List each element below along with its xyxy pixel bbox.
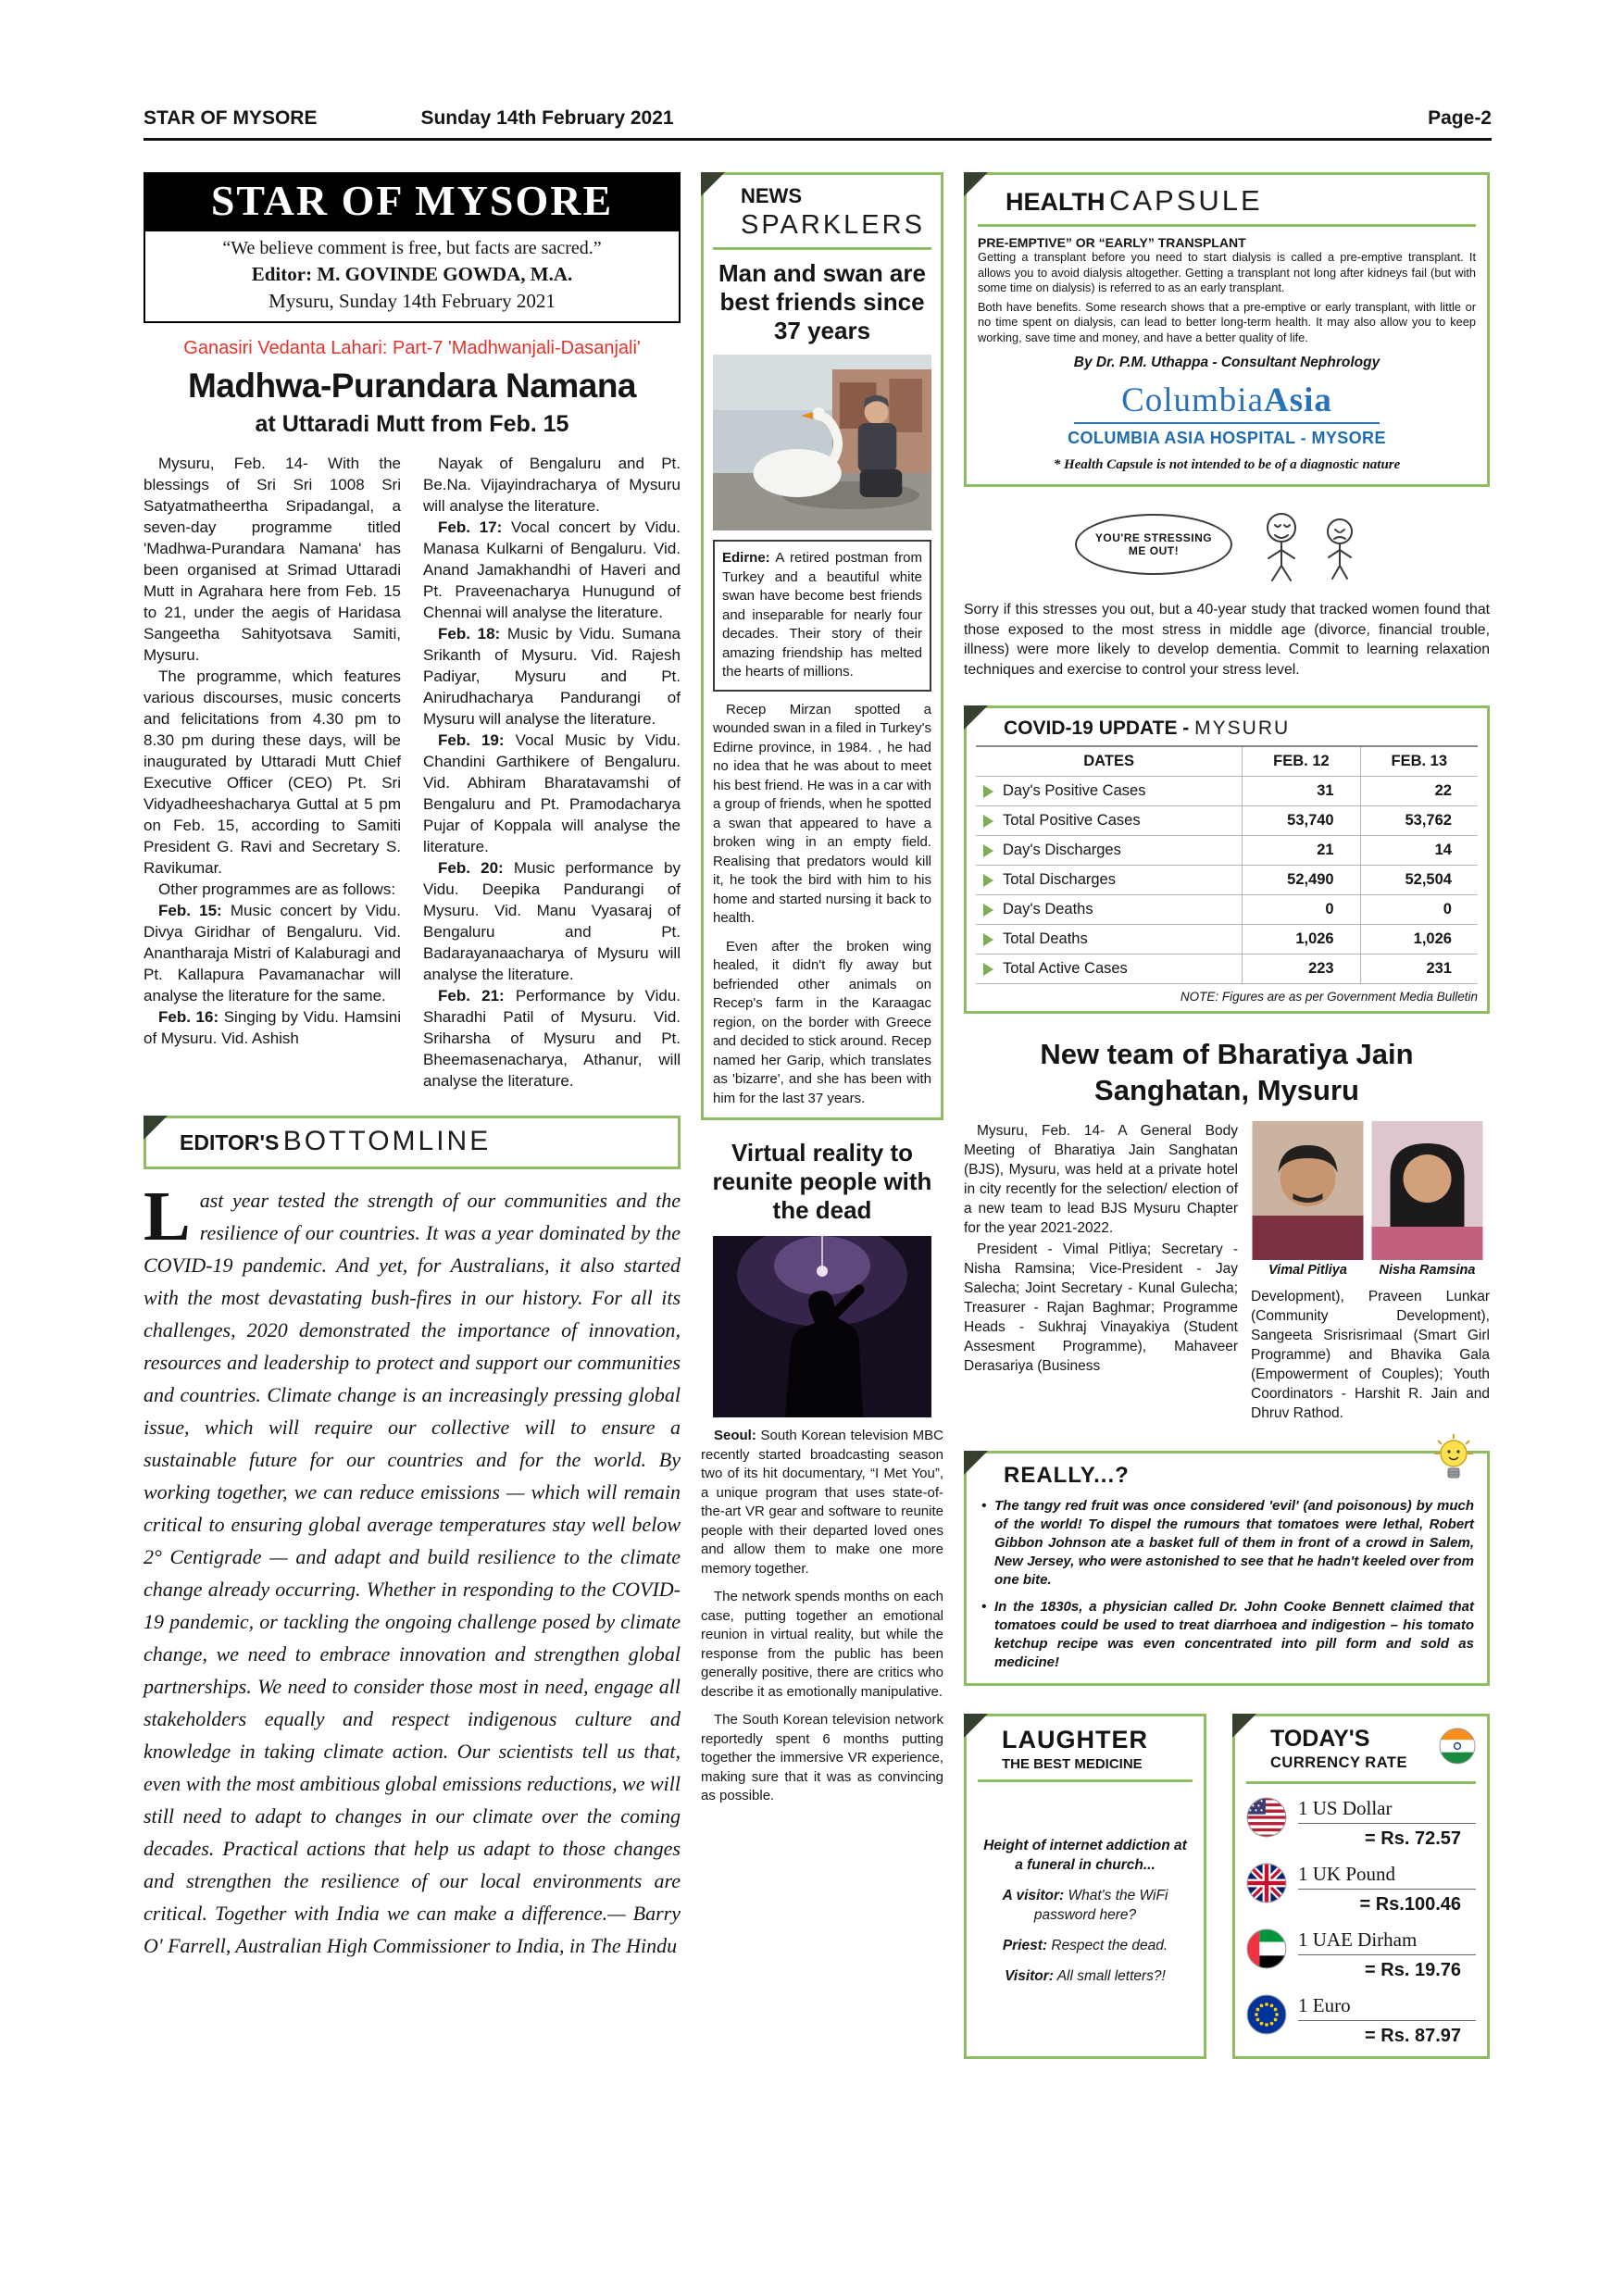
value-cell: 52,504 bbox=[1360, 866, 1478, 894]
story-paragraph bbox=[713, 938, 931, 1109]
laughter-box bbox=[964, 1714, 1206, 2059]
issue-date: Sunday 14th February 2021 bbox=[420, 107, 674, 129]
paragraph-lead: Feb. 16: bbox=[158, 1008, 219, 1026]
covid-table-row bbox=[976, 777, 1478, 806]
india-flag-icon bbox=[1439, 1728, 1476, 1765]
editorial-text: Last year tested the strength of our communities and the resilience of our countries. It was a year dominated by the COVID-19 pandemic. And yet, for Australians, it also started with the most devastating bush-fires in our history. For all its challenges, 2020 demonstrated the importance of innovation, resources and leadership to protect and support our communities and countries. Climate change is an increasingly pressing global issue, which will require our collective will to ensure a sustainable future for our countries and for the world. By working together, we can reduce emissions — which will remain critical to ensuring global average temperatures stay well below 2° Centigrade — and adapt and build resilience to the climate change already occurring. Whether in responding to the COVID-19 pandemic, or tackling the ongoing challenge posed by climate change, we need to embrace innovation and strengthen global partnerships. We need to consider those most in need, engage all stakeholders equally and respect indigenous culture and knowledge in taking climate action. Our scientists tell us that, even with the most ambitious global emissions reductions, we will still need to adapt to changes in our climate over the coming decades. Practical actions that help us adapt to those changes and strengthen the resilience of our local environments are critical. Together with India we can make a difference.— Barry O' Farrell, Australian High Commissioner to India, in The Hindu bbox=[144, 1178, 681, 1957]
paragraph-text: The network spends months on each case, putting together an emotional reunion in virtual reality, but while the response from the public has been generally positive, there are critics who describe it as emotionally manipulative. bbox=[701, 1589, 943, 1700]
article-paragraph bbox=[144, 666, 401, 879]
value-cell: 31 bbox=[1242, 777, 1359, 805]
eu-flag-icon bbox=[1246, 1994, 1287, 2035]
value-cell: 14 bbox=[1360, 836, 1478, 865]
right-column bbox=[964, 159, 1490, 2059]
article-subcolumn-2 bbox=[423, 453, 681, 1092]
paragraph-text: Music concert by Vidu. Divya Giridhar of Bengaluru. Vid. Anantharaja Mistri of Kalaburagi and Pt. Kallapura Pavamanachar will analyse the literature for the same. bbox=[144, 902, 401, 1004]
bjs-article-body bbox=[964, 1121, 1490, 1423]
value-cell: 53,762 bbox=[1360, 806, 1478, 835]
column-header: FEB. 12 bbox=[1242, 747, 1359, 776]
section-label-bold: HEALTH bbox=[1006, 188, 1106, 216]
currency-rate: = Rs.100.46 bbox=[1359, 1894, 1461, 1915]
editors-bottomline-header bbox=[144, 1116, 681, 1169]
news-sparklers-header bbox=[713, 182, 931, 250]
paragraph-lead: Feb. 15: bbox=[158, 902, 222, 919]
story-paragraph bbox=[701, 1711, 943, 1806]
health-capsule-box bbox=[964, 172, 1490, 487]
editors-bottomline-section bbox=[144, 1116, 681, 1962]
article-paragraph bbox=[423, 623, 681, 730]
paragraph-lead: Feb. 19: bbox=[438, 731, 505, 749]
paragraph-text: Vocal concert by Vidu. Manasa Kulkarni of Bengaluru. Vid. Anand Jamakhandhi of Haveri and Pt. Praveenacharya Hunugund of Chennai will analyse the literature. bbox=[423, 518, 681, 621]
laughter-header bbox=[978, 1726, 1193, 1782]
section-label-sub: CURRENCY RATE bbox=[1270, 1754, 1407, 1771]
paragraph-text: South Korean television MBC recently started broadcasting season two of its hit documentary, “I Met You”, a unique program that uses state-of-the-art VR gear and software to reunite people with their departed loved ones and allow them to make one more memory together. bbox=[701, 1428, 943, 1577]
joke-lead: A visitor: bbox=[1002, 1888, 1065, 1903]
value-cell: 53,740 bbox=[1242, 806, 1359, 835]
covid-table-row bbox=[976, 806, 1478, 836]
joke-body: What's the WiFi password here? bbox=[1033, 1888, 1168, 1923]
middle-column bbox=[701, 159, 943, 1806]
row-label-cell bbox=[976, 866, 1242, 894]
currency-rate: = Rs. 72.57 bbox=[1365, 1828, 1461, 1849]
bjs-text-column-1 bbox=[964, 1121, 1238, 1423]
value-cell: 0 bbox=[1360, 895, 1478, 924]
row-label: Day's Positive Cases bbox=[1003, 782, 1146, 799]
masthead-dateline: Mysuru, Sunday 14th February 2021 bbox=[269, 290, 556, 312]
page-running-header bbox=[144, 107, 1492, 141]
covid-update-title bbox=[976, 716, 1478, 745]
article-kicker: Ganasiri Vedanta Lahari: Part-7 'Madhwanjali-Dasanjali' bbox=[183, 338, 641, 358]
newspaper-name: STAR OF MYSORE bbox=[144, 107, 318, 129]
stress-paragraph: Sorry if this stresses you out, but a 40-year study that tracked women found that those exposed to the most stress in middle age (divorce, financial trouble, illness) were more likely to develop dementia. Commit to learning relaxation techniques and exercise to control your stress level. bbox=[964, 602, 1490, 678]
paragraph-text: The programme, which features various discourses, music concerts and felicitations from 4.30 pm to 8.30 pm during these days, will be inaugurated by Uttaradi Mutt Chief Executive Officer (CEO) Pt. Sri Vidyadheeshacharya Guttal at 5 pm on Feb. 15, according to Samiti President G. Ravi and Secretary S. Ravikumar. bbox=[144, 668, 401, 877]
row-arrow-icon bbox=[983, 874, 993, 887]
covid-table-row bbox=[976, 866, 1478, 895]
currency-rate-box bbox=[1232, 1714, 1490, 2059]
caption-text: A retired postman from Turkey and a beautiful white swan have become best friends and inseparable for nearly four decades. Their story of their amazing friendship has melted the hearts of millions. bbox=[722, 550, 922, 680]
bjs-paragraph: Development), Praveen Lunkar (Community Development), Sangeeta Srisrisrimaal (Smart Girl Programme) and Bhavika Gala (Empowerment of Couples); Youth Coordinators - Harshit R. Jain and Dhruv Rathod. bbox=[1251, 1289, 1490, 1421]
joke-text bbox=[978, 1836, 1193, 1986]
corner-fold-icon bbox=[964, 1714, 988, 1738]
covid-table-row bbox=[976, 955, 1478, 984]
really-bullet: • The tangy red fruit was once considered 'evil' (and poisonous) by much of the world! To dispel the rumours that tomatoes were lethal, Robert Gibbon Johnson ate a basket full of them in front of a crowd in Salem, New Jersey, who were astonished to see that he hadn't keeled over from one bite. bbox=[980, 1497, 1474, 1590]
logo-underline bbox=[1074, 422, 1380, 424]
cartoon-speech-bubble: YOU'RE STRESSING ME OUT! bbox=[1075, 514, 1232, 575]
section-label-bold: EDITOR'S bbox=[180, 1130, 280, 1154]
currency-rate: = Rs. 19.76 bbox=[1365, 1960, 1461, 1980]
value-cell: 22 bbox=[1360, 777, 1478, 805]
currency-item bbox=[1246, 1928, 1476, 1981]
currency-item bbox=[1246, 1994, 1476, 2047]
really-header: REALLY...? bbox=[1004, 1463, 1130, 1488]
joke-body: Respect the dead. bbox=[1047, 1938, 1168, 1953]
row-arrow-icon bbox=[983, 844, 993, 857]
paragraph-text: Even after the broken wing healed, it didn't fly away but befriended other animals on Recep's farm in the Karaagac region, on the border with Greece and decided to stick around. Recep named her Garip, which translates as 'bizarre', and she has been with him for the last 37 years. bbox=[713, 938, 931, 1106]
paragraph-lead: Feb. 20: bbox=[438, 859, 504, 877]
main-headline: Madhwa-Purandara Namana bbox=[187, 367, 637, 405]
story-paragraph bbox=[701, 1427, 943, 1578]
really-bullet: • In the 1830s, a physician called Dr. John Cooke Bennett claimed that tomatoes could be used to treat diarrhoea and indigestion – his tomato ketchup recipe was even concentrated into pill form and sold as medicine! bbox=[980, 1598, 1474, 1672]
currency-name: 1 US Dollar bbox=[1298, 1797, 1476, 1824]
section-label-bold: LAUGHTER bbox=[1002, 1726, 1148, 1753]
row-label-cell bbox=[976, 777, 1242, 805]
row-label-cell bbox=[976, 836, 1242, 865]
value-cell: 21 bbox=[1242, 836, 1359, 865]
paragraph-text: Singing by Vidu. Hamsini of Mysuru. Vid. Ashish bbox=[144, 1008, 401, 1047]
row-label: Day's Discharges bbox=[1003, 842, 1121, 858]
masthead-editor-line: Editor: M. GOVINDE GOWDA, M.A. bbox=[251, 263, 573, 285]
paragraph-lead: Feb. 17: bbox=[438, 518, 503, 536]
joke-body: Height of internet addiction at a funeral in church... bbox=[983, 1838, 1187, 1873]
vr-photo bbox=[713, 1236, 931, 1417]
covid-table-row bbox=[976, 925, 1478, 955]
swan-photo bbox=[713, 355, 931, 530]
masthead-title: STAR OF MYSORE bbox=[145, 174, 679, 231]
row-label-cell bbox=[976, 895, 1242, 924]
main-subhead: at Uttaradi Mutt from Feb. 15 bbox=[255, 411, 569, 437]
paragraph-text: Mysuru, Feb. 14- With the blessings of Sri Sri 1008 Sri Satyatmatheertha Sripadangal, a seven-day programme titled 'Madhwa-Purandara Namana' has been organised at Srimad Uttaradi Mutt in Agrahara here from Feb. 15 to 21, under the aegis of Haridasa Sangeetha Sahityotsava Samiti, Mysuru. bbox=[144, 455, 401, 664]
covid-table-row bbox=[976, 836, 1478, 866]
row-label: Day's Deaths bbox=[1003, 901, 1093, 917]
section-label-light: MYSURU bbox=[1194, 718, 1291, 739]
row-label-cell bbox=[976, 955, 1242, 983]
joke-line bbox=[978, 1966, 1193, 1986]
section-label-light: BOTTOMLINE bbox=[282, 1126, 492, 1156]
swan-story-headline: Man and swan are best friends since 37 years bbox=[718, 259, 926, 344]
section-label-bold: TODAY'S bbox=[1270, 1726, 1370, 1752]
row-arrow-icon bbox=[983, 785, 993, 798]
main-article-body bbox=[144, 453, 681, 1092]
section-label-light: SPARKLERS bbox=[741, 210, 925, 240]
bjs-paragraph: President - Vimal Pitliya; Secretary - Nisha Ramsina; Vice-President - Jay Salecha; Joint Secretary - Kunal Gulecha; Treasurer - Rajan Baghmar; Programme Heads - Sukhraj Vinayakiya (Student Assesment Programme), Mahaveer Derasariya (Business bbox=[964, 1242, 1238, 1374]
article-paragraph bbox=[423, 517, 681, 623]
joke-line bbox=[978, 1836, 1193, 1875]
row-arrow-icon bbox=[983, 963, 993, 976]
us-flag-icon bbox=[1246, 1797, 1287, 1838]
story-paragraph bbox=[701, 1588, 943, 1702]
joke-line bbox=[978, 1886, 1193, 1925]
photo-caption: Vimal Pitliya bbox=[1268, 1263, 1347, 1278]
article-subcolumn-1 bbox=[144, 453, 401, 1092]
row-label: Total Deaths bbox=[1003, 930, 1088, 947]
paragraph-text: Recep Mirzan spotted a wounded swan in a filed in Turkey's Edirne province, in 1984. , he had no idea that he was about to meet his best friend. He was in a car with a group of friends, when he spotted a swan that appeared to have a broken wing in an empty field. Realising that predators would kill it, he took the bird with him to his home and started nursing it back to health. bbox=[713, 701, 931, 926]
vimal-pitliya-photo bbox=[1251, 1121, 1365, 1260]
currency-item bbox=[1246, 1797, 1476, 1850]
logo-text-asia: Asia bbox=[1264, 381, 1332, 419]
bottom-row bbox=[964, 1714, 1490, 2059]
swan-photo-caption-box bbox=[713, 540, 931, 692]
row-label-cell bbox=[976, 925, 1242, 954]
stress-cartoon bbox=[964, 502, 1490, 587]
bjs-paragraph: Mysuru, Feb. 14- A General Body Meeting of Bharatiya Jain Sanghatan (BJS), Mysuru, was held at a private hotel in city recently for the selection/ election of a new team to lead BJS Mysuru Chapter for the year 2021-2022. bbox=[964, 1123, 1238, 1236]
vr-story-headline: Virtual reality to reunite people with the dead bbox=[712, 1139, 932, 1224]
corner-fold-icon bbox=[144, 1116, 168, 1140]
row-label: Total Active Cases bbox=[1003, 960, 1128, 977]
joke-lead: Priest: bbox=[1002, 1938, 1048, 1953]
uk-flag-icon bbox=[1246, 1863, 1287, 1903]
bjs-photo-captions bbox=[1251, 1263, 1490, 1278]
article-paragraph bbox=[423, 453, 681, 517]
health-byline: By Dr. P.M. Uthappa - Consultant Nephrology bbox=[1073, 355, 1380, 370]
paragraph-text: Music by Vidu. Sumana Srikanth of Mysuru. Vid. Rajesh Padiyar, Mysuru and Pt. Anirudhacharya Pandurangi of Mysuru will analyse the literature. bbox=[423, 625, 681, 728]
really-box bbox=[964, 1451, 1490, 1686]
paragraph-lead: Seoul: bbox=[714, 1428, 756, 1443]
bjs-text-column-2 bbox=[1251, 1121, 1490, 1423]
hospital-name-line: COLUMBIA ASIA HOSPITAL - MYSORE bbox=[1068, 429, 1386, 447]
value-cell: 231 bbox=[1360, 955, 1478, 983]
paragraph-text: Nayak of Bengaluru and Pt. Be.Na. Vijayindracharya of Mysuru will analyse the literature. bbox=[423, 455, 681, 515]
paragraph-text: Other programmes are as follows: bbox=[158, 880, 396, 898]
joke-body: All small letters?! bbox=[1053, 1968, 1166, 1984]
health-paragraph: Getting a transplant before you need to start dialysis is called a pre-emptive transplant. It allows you to avoid dialysis altogether. Getting a transplant not long after kidneys fail (but with some time on dialysis) is referred to as an early transplant. bbox=[978, 250, 1476, 294]
paragraph-text: Performance by Vidu. Sharadhi Patil of Mysuru. Vid. Sriharsha of Mysuru and Pt. Bheemasenacharya, Athanur, will analyse the literature. bbox=[423, 987, 681, 1090]
health-capsule-header bbox=[978, 182, 1476, 227]
article-paragraph bbox=[144, 900, 401, 1006]
covid-update-box bbox=[964, 705, 1490, 1014]
section-label-sub: THE BEST MEDICINE bbox=[1002, 1756, 1143, 1772]
article-paragraph bbox=[144, 453, 401, 666]
currency-rate: = Rs. 87.97 bbox=[1365, 2026, 1461, 2046]
paragraph-lead: Feb. 18: bbox=[438, 625, 501, 643]
health-topic-title: PRE-EMPTIVE” OR “EARLY” TRANSPLANT bbox=[978, 235, 1246, 250]
covid-table bbox=[976, 745, 1478, 984]
value-cell: 1,026 bbox=[1242, 925, 1359, 954]
value-cell: 1,026 bbox=[1360, 925, 1478, 954]
news-sparklers-box bbox=[701, 172, 943, 1120]
corner-fold-icon bbox=[964, 705, 988, 730]
joke-line bbox=[978, 1936, 1193, 1955]
cartoon-figures bbox=[1240, 502, 1379, 587]
value-cell: 223 bbox=[1242, 955, 1359, 983]
logo-text-columbia: Columbia bbox=[1121, 381, 1265, 419]
currency-name: 1 Euro bbox=[1298, 1994, 1476, 2021]
row-label: Total Discharges bbox=[1003, 871, 1116, 888]
currency-header bbox=[1246, 1726, 1476, 1784]
covid-table-header-row bbox=[976, 747, 1478, 777]
paragraph-text: Music performance by Vidu. Deepika Pandurangi of Mysuru. Vid. Manu Vyasaraj of Bengaluru and Pt. Badarayanaacharya of Mysuru will analyse the literature. bbox=[423, 859, 681, 983]
currency-name: 1 UAE Dirham bbox=[1298, 1928, 1476, 1955]
photo-caption: Nisha Ramsina bbox=[1379, 1263, 1476, 1278]
corner-fold-icon bbox=[964, 172, 988, 196]
value-cell: 52,490 bbox=[1242, 866, 1359, 894]
health-disclaimer: * Health Capsule is not intended to be of a diagnostic nature bbox=[1053, 457, 1401, 472]
section-label-bold: COVID-19 UPDATE - bbox=[1004, 718, 1190, 739]
health-paragraph: Both have benefits. Some research shows that a pre-emptive or early transplant, with little or no time spent on dialysis, can lead to better long-term health. It may also allow you to keep working, save time and money, and have a better quality of life. bbox=[978, 299, 1476, 344]
bjs-photos bbox=[1251, 1121, 1490, 1260]
corner-fold-icon bbox=[701, 172, 725, 196]
row-label: Total Positive Cases bbox=[1003, 812, 1141, 829]
section-label-bold: NEWS bbox=[741, 184, 802, 207]
article-paragraph bbox=[423, 985, 681, 1092]
currency-item bbox=[1246, 1863, 1476, 1915]
row-arrow-icon bbox=[983, 933, 993, 946]
article-paragraph bbox=[144, 879, 401, 900]
caption-paragraph bbox=[722, 549, 922, 682]
paragraph-lead: Feb. 21: bbox=[438, 987, 505, 1004]
article-paragraph bbox=[144, 1006, 401, 1049]
uae-flag-icon bbox=[1246, 1928, 1287, 1969]
masthead-tagline: “We believe comment is free, but facts are sacred.” bbox=[222, 238, 602, 258]
value-cell: 0 bbox=[1242, 895, 1359, 924]
article-paragraph bbox=[423, 730, 681, 857]
caption-lead: Edirne: bbox=[722, 550, 770, 566]
row-arrow-icon bbox=[983, 904, 993, 917]
currency-name: 1 UK Pound bbox=[1298, 1863, 1476, 1890]
page-number: Page-2 bbox=[1428, 107, 1492, 129]
column-header: DATES bbox=[1083, 753, 1134, 769]
columbia-asia-logo bbox=[978, 381, 1476, 424]
covid-note: NOTE: Figures are as per Government Media Bulletin bbox=[1180, 990, 1478, 1004]
nisha-ramsina-photo bbox=[1370, 1121, 1484, 1260]
section-label-light: CAPSULE bbox=[1108, 184, 1263, 217]
paragraph-text: Vocal Music by Vidu. Chandini Garthikere of Bengaluru. Vid. Abhiram Bharatavamshi of Bengaluru and Pt. Pramodacharya Pujar of Koppala will analyse the literature. bbox=[423, 731, 681, 855]
row-label-cell bbox=[976, 806, 1242, 835]
covid-table-row bbox=[976, 895, 1478, 925]
column-header: FEB. 13 bbox=[1360, 747, 1478, 776]
lightbulb-icon bbox=[1431, 1433, 1476, 1485]
article-paragraph bbox=[423, 857, 681, 985]
story-paragraph bbox=[713, 701, 931, 929]
joke-lead: Visitor: bbox=[1005, 1968, 1054, 1984]
masthead bbox=[144, 172, 681, 323]
bjs-headline: New team of Bharatiya Jain Sanghatan, Mysuru bbox=[1040, 1038, 1414, 1106]
corner-fold-icon bbox=[964, 1451, 988, 1475]
row-arrow-icon bbox=[983, 815, 993, 828]
left-column bbox=[144, 159, 681, 1962]
paragraph-text: The South Korean television network reportedly spent 6 months putting together the immersive VR experience, making sure that it was as convincing as possible. bbox=[701, 1712, 943, 1803]
